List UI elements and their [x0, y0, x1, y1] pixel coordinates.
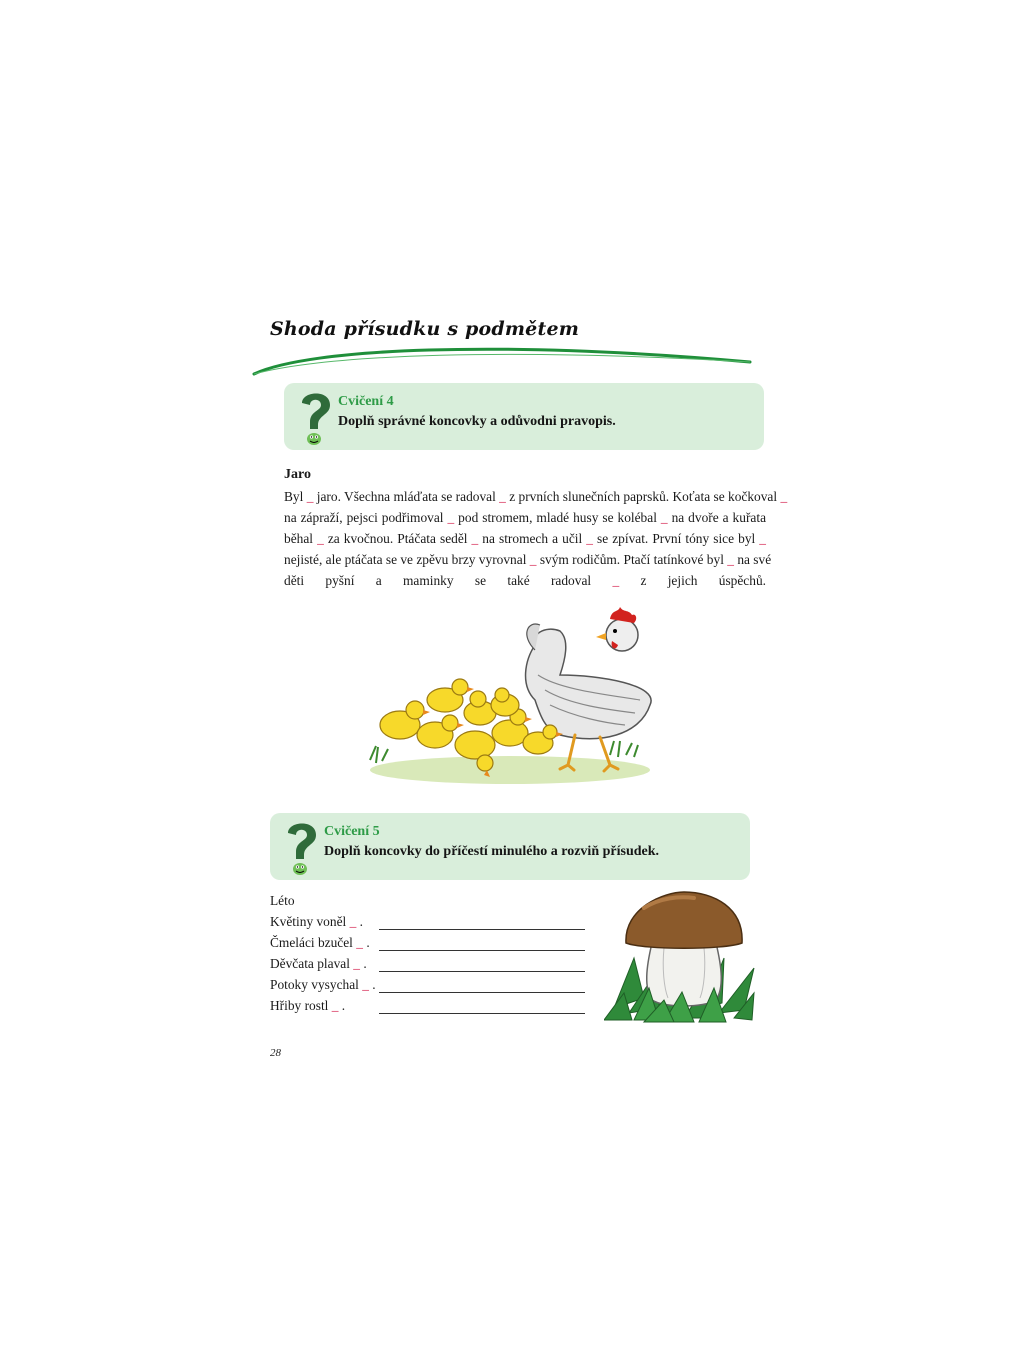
paragraph-line [284, 549, 772, 570]
answer-blank[interactable]: _ [759, 531, 766, 546]
paragraph-line [284, 528, 766, 549]
text-segment: pod stromem, mladé husy se kolébal [454, 510, 661, 525]
answer-line[interactable] [379, 1013, 585, 1014]
paragraph-line [284, 486, 788, 507]
answer-line[interactable] [379, 929, 585, 930]
exercise-4-box [284, 383, 764, 450]
section-title: Shoda přísudku s podmětem [270, 318, 580, 340]
exercise-5-row [270, 977, 376, 993]
exercise-4-heading: Jaro [284, 467, 311, 482]
text-segment: jaro. Všechna mláďata se radoval [313, 489, 500, 504]
text-segment: z prvních slunečních paprsků. Koťata se kočkoval [505, 489, 781, 504]
paragraph-line [284, 570, 766, 591]
answer-blank[interactable]: _ [499, 489, 506, 504]
text-segment: svým rodičům. Ptačí tatínkové byl [536, 552, 728, 567]
answer-blank[interactable]: _ [349, 914, 357, 929]
answer-blank[interactable]: _ [317, 531, 324, 546]
exercise-4-instruction: Doplň správné koncovky a odůvodni pravopis. [338, 414, 616, 429]
exercise-5-box [270, 813, 750, 880]
exercise-4-title: Cvičení 4 [338, 394, 394, 409]
row-text: Čmeláci bzučel [270, 935, 357, 950]
answer-blank[interactable]: _ [447, 510, 455, 525]
answer-blank[interactable]: _ [612, 573, 620, 588]
row-end: . [338, 998, 346, 1013]
row-end: . [356, 914, 363, 929]
text-segment: se zpívat. První tóny sice byl [592, 531, 760, 546]
row-text: Hřiby rostl [270, 998, 332, 1013]
page-number: 28 [270, 1047, 281, 1059]
question-mark-icon [296, 389, 336, 447]
text-segment: za kvočnou. Ptáčata seděl [323, 531, 472, 546]
answer-blank[interactable]: _ [529, 552, 537, 567]
row-end: . [359, 956, 367, 971]
answer-line[interactable] [379, 971, 585, 972]
answer-blank[interactable]: _ [586, 531, 593, 546]
answer-blank[interactable]: _ [471, 531, 479, 546]
question-mark-icon [282, 819, 322, 877]
hen-with-chicks-illustration [360, 605, 660, 795]
text-segment: na dvoře a kuřata [667, 510, 767, 525]
row-end: . [368, 977, 376, 992]
title-underline-swoosh [250, 340, 760, 380]
mushroom-illustration [604, 888, 764, 1028]
exercise-5-instruction: Doplň koncovky do příčestí minulého a rozviň přísudek. [324, 844, 660, 859]
text-segment: na své [733, 552, 772, 567]
row-text: Květiny voněl [270, 914, 350, 929]
exercise-4-paragraph [284, 486, 788, 591]
answer-blank[interactable]: _ [780, 489, 788, 504]
answer-blank[interactable]: _ [660, 510, 668, 525]
text-segment: z jejich úspěchů. [619, 573, 766, 588]
answer-blank[interactable]: _ [362, 977, 369, 992]
exercise-5-row [270, 935, 370, 951]
text-segment: na zápraží, pejsci podřimoval [284, 510, 448, 525]
answer-blank[interactable]: _ [353, 956, 360, 971]
row-end: . [362, 935, 370, 950]
text-segment: nejisté, ale ptáčata se ve zpěvu brzy vyrovnal [284, 552, 530, 567]
text-segment: běhal [284, 531, 318, 546]
paragraph-line [284, 507, 766, 528]
answer-line[interactable] [379, 950, 585, 951]
answer-line[interactable] [379, 992, 585, 993]
answer-blank[interactable]: _ [356, 935, 363, 950]
text-segment: Byl [284, 489, 307, 504]
text-segment: děti pyšní a maminky se také radoval [284, 573, 613, 588]
row-text: Potoky vysychal [270, 977, 363, 992]
exercise-5-row [270, 914, 363, 930]
row-text: Děvčata plaval [270, 956, 354, 971]
answer-blank[interactable]: _ [306, 489, 314, 504]
exercise-5-row [270, 998, 345, 1014]
answer-blank[interactable]: _ [331, 998, 339, 1013]
exercise-5-title: Cvičení 5 [324, 824, 380, 839]
exercise-5-heading: Léto [270, 893, 295, 908]
text-segment: na stromech a učil [478, 531, 587, 546]
answer-blank[interactable]: _ [727, 552, 734, 567]
exercise-5-row [270, 956, 367, 972]
